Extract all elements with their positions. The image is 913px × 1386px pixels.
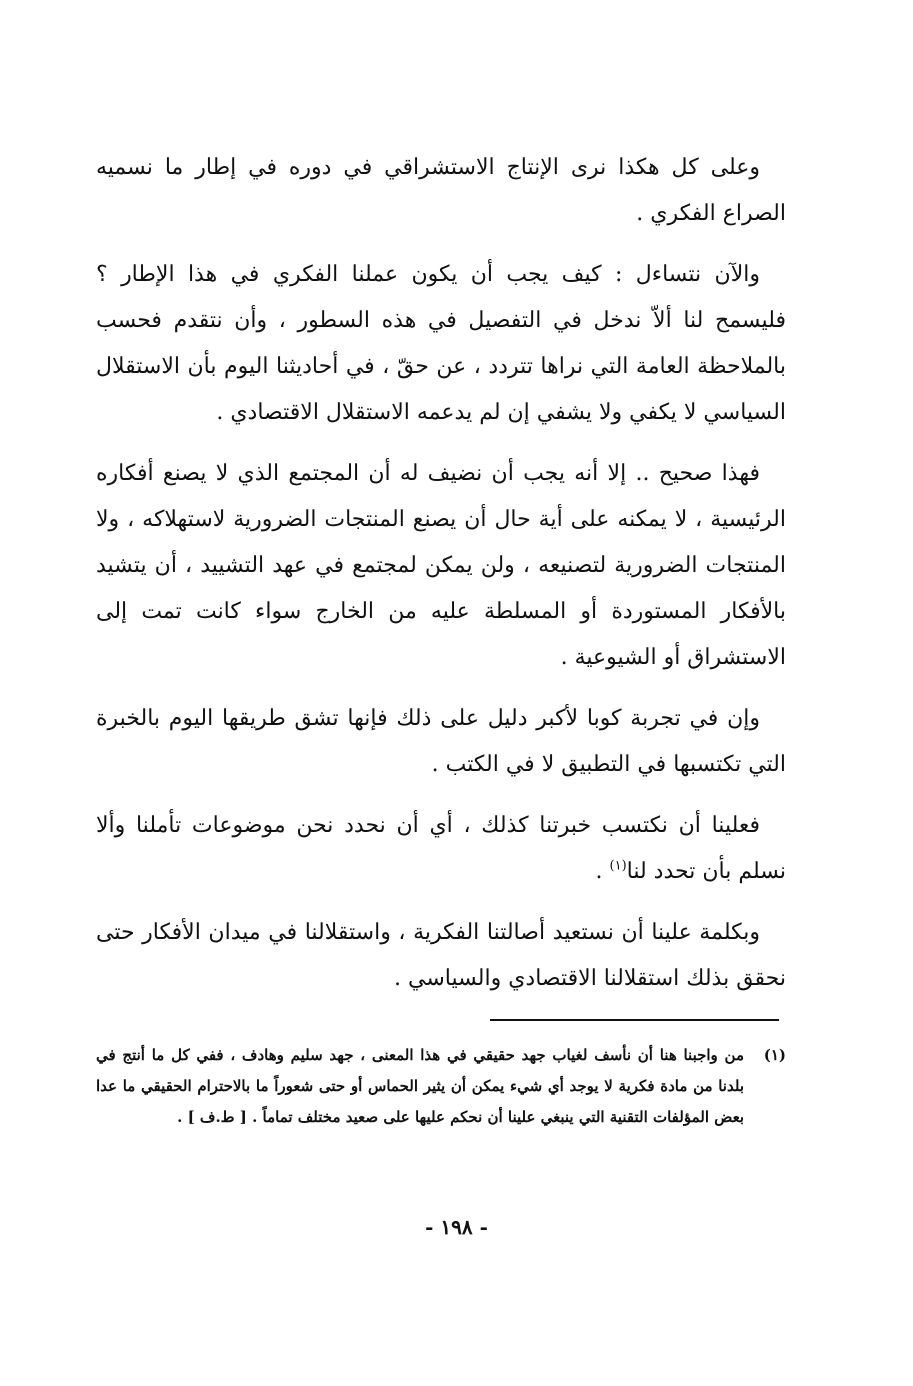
paragraph bbox=[96, 451, 786, 681]
footnote bbox=[96, 1040, 786, 1133]
paragraph-text: وعلى كل هكذا نرى الإنتاج الاستشراقي في دوره في إطار ما نسميه الصراع الفكري . bbox=[96, 155, 786, 226]
page-number: - ١٩٨ - bbox=[425, 1215, 488, 1239]
footnote-marker: (١) bbox=[763, 1046, 786, 1064]
body-text bbox=[96, 145, 786, 1017]
paragraph bbox=[96, 910, 786, 1002]
paragraph-text: فعلينا أن نكتسب خبرتنا كذلك ، أي أن نحدد نحن موضوعات تأملنا وألا نسلم بأن تحدد لنا bbox=[96, 813, 786, 884]
paragraph bbox=[96, 696, 786, 788]
footnote-text: من واجبنا هنا أن نأسف لغياب جهد حقيقي في هذا المعنى ، جهد سليم وهادف ، ففي كل ما أنتج في بلدنا من مادة فكرية لا يوجد أي شيء يمكن أن يثير الحماس أو حتى شعوراً ما بالاحترام الحقيقي ما عدا بعض المؤلفات التقنية التي ينبغي علينا أن نحكم عليها على صعيد مختلف تماماً . [ ط.ف ] . bbox=[96, 1046, 744, 1126]
paragraph-text: وإن في تجربة كوبا لأكبر دليل على ذلك فإنها تشق طريقها اليوم بالخبرة التي تكتسبها في التطبيق لا في الكتب . bbox=[96, 706, 786, 777]
footnote-separator bbox=[490, 1019, 779, 1021]
paragraph-text: والآن نتساءل : كيف يجب أن يكون عملنا الفكري في هذا الإطار ؟ فليسمح لنا ألاّ ندخل في التفصيل في هذه السطور ، وأن نتقدم فحسب بالملاحظة العامة التي نراها تتردد ، عن حقّ ، في أحاديثنا اليوم بأن الاستقلال السياسي لا يكفي ولا يشفي إن لم يدعمه الاستقلال الاقتصادي . bbox=[96, 262, 786, 425]
footnote-reference: (١) bbox=[609, 858, 627, 874]
paragraph-text: وبكلمة علينا أن نستعيد أصالتنا الفكرية ، واستقلالنا في ميدان الأفكار حتى نحقق بذلك استقلالنا الاقتصادي والسياسي . bbox=[96, 920, 786, 991]
footnotes bbox=[96, 1040, 786, 1133]
paragraph bbox=[96, 252, 786, 436]
paragraph bbox=[96, 803, 786, 895]
paragraph-text: فهذا صحيح .. إلا أنه يجب أن نضيف له أن المجتمع الذي لا يصنع أفكاره الرئيسية ، لا يمكنه على أية حال أن يصنع المنتجات الضرورية لاستهلاكه ، ولا المنتجات الضرورية لتصنيعه ، ولن يمكن لمجتمع في عهد التشييد ، أن يتشيد بالأفكار المستوردة أو المسلطة عليه من الخارج سواء كانت تمت إلى الاستشراق أو الشيوعية . bbox=[96, 461, 786, 670]
paragraph bbox=[96, 145, 786, 237]
paragraph-tail: . bbox=[595, 859, 610, 884]
